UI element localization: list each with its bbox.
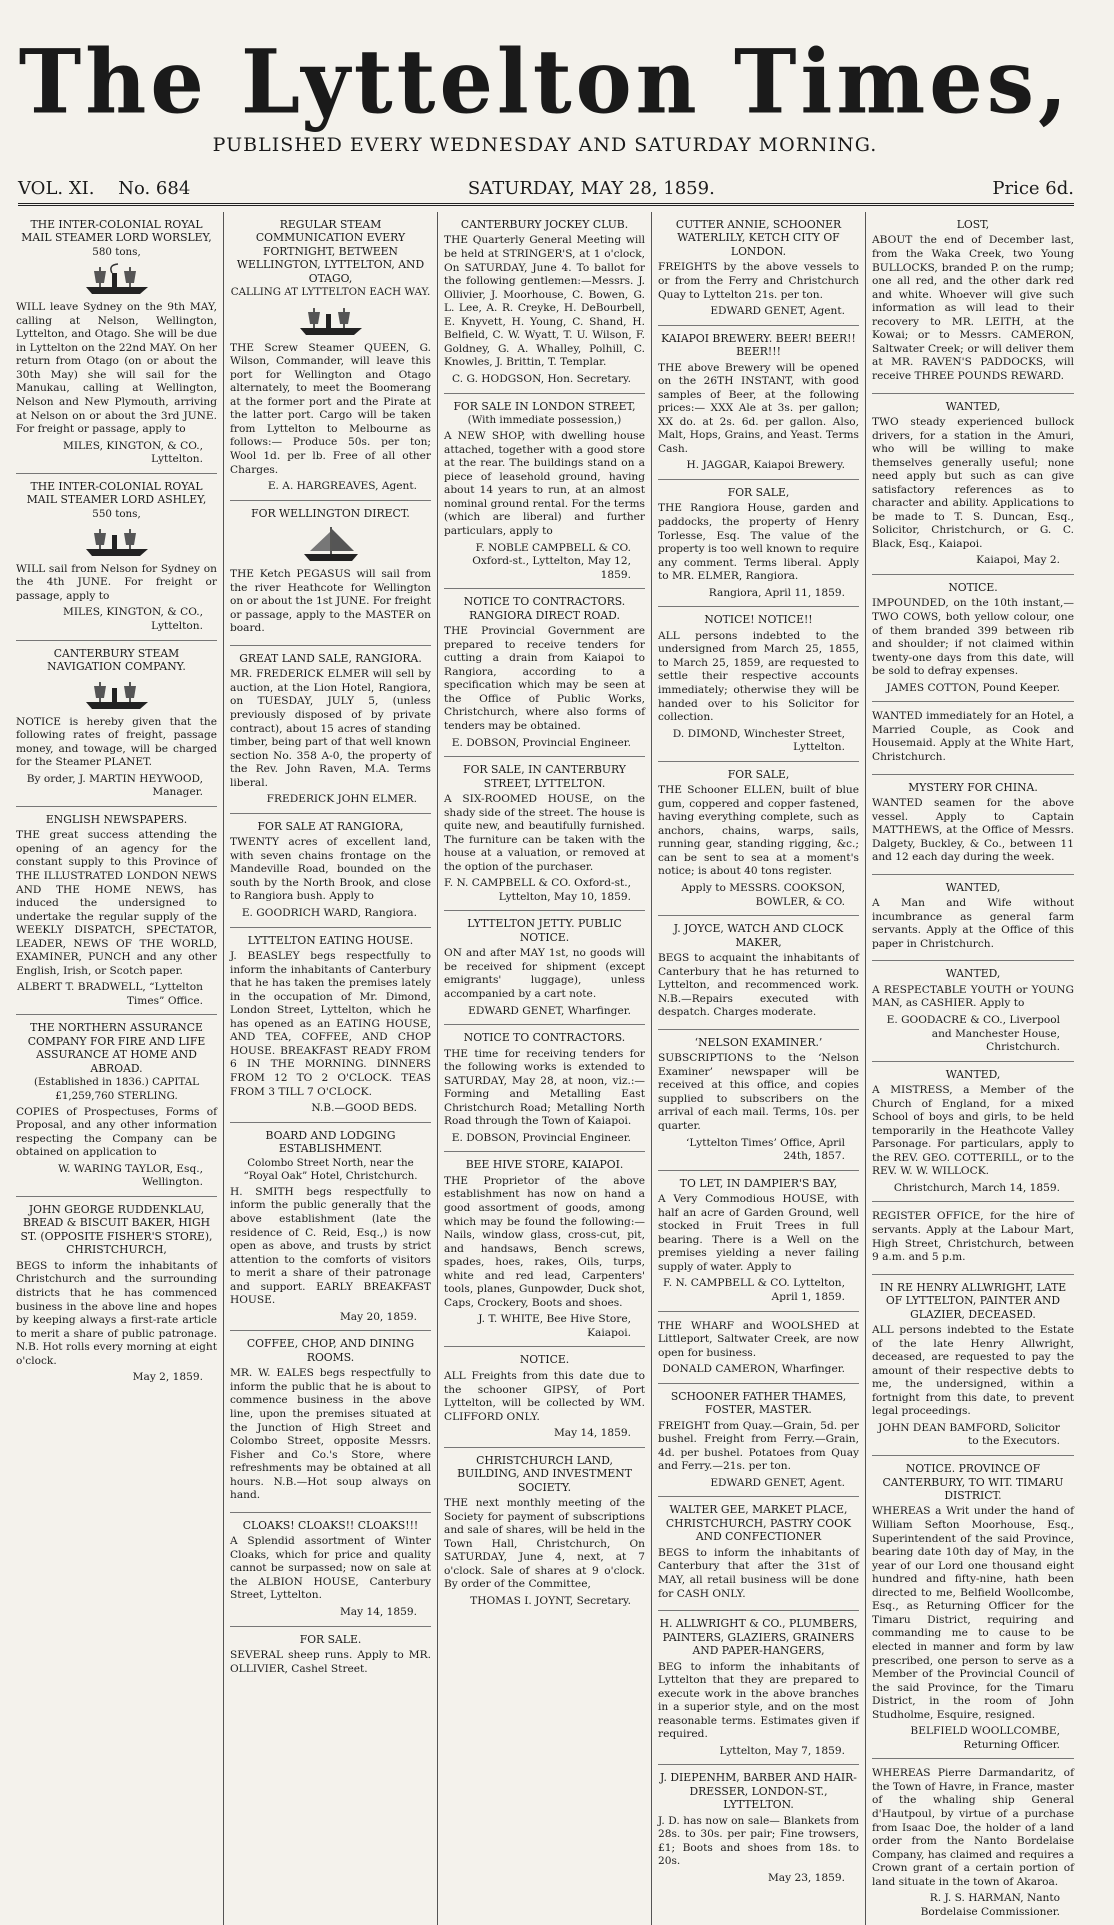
ad-body: THE WHARF and WOOLSHED at Littleport, Saltwater Creek, are now open for business. bbox=[658, 1319, 859, 1359]
ad-signature: JOHN DEAN BAMFORD, Solicitor to the Executors. bbox=[878, 1421, 1060, 1448]
ad-subheading: (Established in 1836.) CAPITAL £1,259,760 STERLING. bbox=[33, 1076, 199, 1102]
ad-heading: FOR SALE. bbox=[299, 1632, 362, 1646]
advertisement bbox=[230, 1331, 431, 1512]
ad-signature: R. J. S. HARMAN, Nanto Bordelaise Commissioner. bbox=[920, 1892, 1060, 1918]
column-3 bbox=[438, 212, 652, 1925]
ad-signature: May 2, 1859. bbox=[132, 1371, 203, 1384]
ad-heading: CLOAKS! CLOAKS!! CLOAKS!!! bbox=[242, 1518, 419, 1532]
ad-heading: LYTTELTON JETTY. PUBLIC NOTICE. bbox=[467, 917, 622, 944]
ad-heading: CUTTER ANNIE, SCHOONER WATERLILY, KETCH CITY OF LONDON. bbox=[675, 218, 842, 258]
ad-body: SEVERAL sheep runs. Apply to MR. OLLIVIER, Cashel Street. bbox=[230, 1649, 431, 1675]
ad-heading: BEE HIVE STORE, KAIAPOI. bbox=[465, 1158, 624, 1172]
ad-heading: COFFEE, CHOP, AND DINING ROOMS. bbox=[246, 1337, 415, 1364]
advertisement bbox=[658, 607, 859, 761]
ad-heading: REGULAR STEAM COMMUNICATION EVERY FORTNIGHT, BETWEEN WELLINGTON, LYTTELTON, AND OTAGO, bbox=[236, 218, 425, 285]
advertisement bbox=[230, 1513, 431, 1627]
advertisement bbox=[658, 480, 859, 607]
advertisement bbox=[872, 702, 1074, 774]
ad-heading: WALTER GEE, MARKET PLACE, CHRISTCHURCH, PASTRY COOK AND CONFECTIONER bbox=[665, 1503, 852, 1544]
ad-signature: F. N. CAMPBELL & CO. Lyttelton, April 1, 1859. bbox=[663, 1277, 845, 1303]
ad-heading: CANTERBURY STEAM NAVIGATION COMPANY. bbox=[47, 646, 186, 674]
ad-heading: BOARD AND LODGING ESTABLISHMENT. bbox=[265, 1128, 396, 1156]
ad-body: A Man and Wife without incumbrance as general farm servants. Apply at the Office of this paper in Christchurch. bbox=[872, 897, 1074, 950]
advertisement bbox=[658, 1171, 859, 1312]
ad-signature: EDWARD GENET, Agent. bbox=[710, 1476, 845, 1489]
advertisement bbox=[872, 875, 1074, 962]
ad-signature: E. GOODACRE & CO., Liverpool and Manchester House, Christchurch. bbox=[886, 1013, 1060, 1054]
ad-signature: EDWARD GENET, Wharfinger. bbox=[468, 1004, 631, 1017]
sailing-ship-icon bbox=[296, 524, 366, 564]
ad-signature: D. DIMOND, Winchester Street, Lyttelton. bbox=[672, 727, 845, 754]
ad-signature: ‘Lyttelton Times’ Office, April 24th, 1857. bbox=[686, 1136, 845, 1163]
ad-signature: May 23, 1859. bbox=[767, 1871, 845, 1884]
masthead-subtitle: PUBLISHED EVERY WEDNESDAY AND SATURDAY MORNING. bbox=[212, 134, 878, 156]
ad-heading: WANTED, bbox=[945, 880, 1001, 894]
ad-heading: FOR SALE, bbox=[727, 767, 790, 781]
ad-heading: LYTTELTON EATING HOUSE. bbox=[247, 933, 414, 947]
ad-body: MR. FREDERICK ELMER will sell by auction, at the Lion Hotel, Rangiora, on TUESDAY, JULY 5, (unless previously disposed of by private contract), about 15 acres of standing timber, being part of that well known section No. 358 A-0, the property of the Rev. John Raven, M.A. Terms liberal. bbox=[230, 668, 431, 789]
ad-body: A Very Commodious HOUSE, with half an acre of Garden Ground, well stocked in Fruit Trees in full bearing. There is a Well on the premises yielding a never failing supply of water. Apply to bbox=[658, 1193, 859, 1273]
ad-heading: CANTERBURY JOCKEY CLUB. bbox=[460, 218, 629, 231]
ad-signature: E. GOODRICH WARD, Rangiora. bbox=[241, 907, 417, 919]
ad-heading: MYSTERY FOR CHINA. bbox=[908, 780, 1038, 794]
ad-signature: W. WARING TAYLOR, Esq., Wellington. bbox=[58, 1162, 203, 1189]
advertisement bbox=[16, 1197, 217, 1391]
steamship-icon bbox=[82, 678, 152, 712]
ad-body: WHEREAS a Writ under the hand of William Sefton Moorhouse, Esq., Superintendent of the said Province, bearing date 10th day of May, in the year of our Lord one thousand eight hundred and fifty-nine, hath been directed to me, Belfield Woollcombe, Esq., as Returning Officer for the Timaru District, requiring and commanding me to cause to be elected in manner and form by law prescribed, one person to serve as a Member of the Provincial Council of the said Province, for the Timaru District, in the room of John Studholme, Esquire, resigned. bbox=[872, 1505, 1074, 1721]
ad-body: A NEW SHOP, with dwelling house attached, together with a good store at the rear. The buildings stand on a piece of leasehold ground, having about 14 years to run, at an almost nominal ground rental. For the terms (which are liberal) and further particulars, apply to bbox=[444, 430, 645, 537]
ad-body: J. BEASLEY begs respectfully to inform the inhabitants of Canterbury that he has taken the premises lately in the occupation of Mr. Dimond, London Street, Lyttelton, which he has opened as an EATING HOUSE, AND TEA, COFFEE, AND CHOP HOUSE. BREAKFAST READY FROM 6 IN THE MORNING. DINNERS FROM 12 TO 2 O'CLOCK. TEAS FROM 3 TILL 7 O'CLOCK. bbox=[230, 950, 431, 1098]
ad-body: A Splendid assortment of Winter Cloaks, which for price and quality cannot be surpassed; now on sale at the ALBION HOUSE, Canterbury Street, Lyttelton. bbox=[230, 1535, 431, 1602]
ad-subheading: (With immediate possession,) bbox=[467, 413, 622, 426]
ad-heading: KAIAPOI BREWERY. BEER! BEER!! BEER!!! bbox=[661, 331, 856, 359]
issue-date: SATURDAY, MAY 28, 1859. bbox=[467, 178, 715, 199]
advertisement bbox=[230, 646, 431, 814]
steamship-icon bbox=[82, 525, 152, 559]
advertisement bbox=[444, 212, 645, 394]
masthead-title: The Lyttelton Times, bbox=[18, 29, 1072, 134]
steamship-icon bbox=[296, 304, 366, 338]
ad-heading: NOTICE. PROVINCE OF CANTERBURY, TO WIT. TIMARU DISTRICT. bbox=[882, 1462, 1064, 1502]
advertisement bbox=[230, 212, 431, 501]
ad-signature: MILES, KINGTON, & CO., Lyttelton. bbox=[62, 439, 203, 466]
columns bbox=[10, 212, 1080, 1918]
issue-number: No. 684 bbox=[118, 178, 191, 199]
advertisement bbox=[16, 1015, 217, 1197]
ad-body: WILL leave Sydney on the 9th MAY, calling at Nelson, Wellington, Lyttelton, and Otago. She will be due in Lyttelton on the 22nd MAY. On her return from Otago (on or about the 30th May) she will sail for the Manukau, calling at Wellington, Nelson and New Plymouth, arriving at Nelson on or about the 3rd JUNE. For freight or passage, apply to bbox=[16, 301, 217, 436]
ad-body: WHEREAS Pierre Darmandaritz, of the Town of Havre, in France, master of the whaling ship General d'Hautpoul, by virtue of a purchase from Isaac Doe, the holder of a land order from the Nanto Bordelaise Company, has claimed and requires a Crown grant of a certain portion of land situate in the town of Akaroa. bbox=[872, 1767, 1074, 1888]
advertisement bbox=[872, 775, 1074, 875]
ad-body: NOTICE is hereby given that the following rates of freight, passage money, and towage, will be charged for the Steamer PLANET. bbox=[16, 715, 217, 769]
ad-heading: THE INTER-COLONIAL ROYAL MAIL STEAMER LORD ASHLEY, bbox=[26, 479, 207, 507]
dateline bbox=[18, 178, 1074, 206]
ad-body: BEG to inform the inhabitants of Lyttelton that they are prepared to execute work in the above branches in a superior style, and on the most reasonable terms. Estimates given if required. bbox=[658, 1660, 859, 1741]
ad-heading: H. ALLWRIGHT & CO., PLUMBERS, PAINTERS, GLAZIERS, GRAINERS AND PAPER-HANGERS, bbox=[659, 1617, 858, 1658]
advertisement bbox=[444, 394, 645, 590]
ad-body: FREIGHTS by the above vessels to or from the Ferry and Christchurch Quay to Lyttelton 21s. per ton. bbox=[658, 261, 859, 301]
ad-body: TWENTY acres of excellent land, with seven chains frontage on the Mandeville Road, bounded on the south by the North Brook, and close to Rangiora bush. Apply to bbox=[230, 836, 431, 903]
advertisement bbox=[658, 1765, 859, 1891]
ad-heading: J. JOYCE, WATCH AND CLOCK MAKER, bbox=[673, 922, 844, 949]
ad-signature: E. A. HARGREAVES, Agent. bbox=[267, 480, 417, 493]
ad-heading: J. DIEPENHM, BARBER AND HAIR-DRESSER, LONDON-ST., LYTTELTON. bbox=[660, 1771, 857, 1812]
ad-signature: FREDERICK JOHN ELMER. bbox=[266, 793, 417, 806]
advertisement bbox=[658, 1312, 859, 1384]
ad-heading: CHRISTCHURCH LAND, BUILDING, AND INVESTMENT SOCIETY. bbox=[457, 1453, 632, 1494]
ad-signature: Lyttelton, May 7, 1859. bbox=[719, 1744, 845, 1757]
ad-body: ALL persons indebted to the Estate of the late Henry Allwright, deceased, are requested to pay the amount of their respective debts to me, the undersigned, within a fortnight from this date, to prevent legal proceedings. bbox=[872, 1324, 1074, 1418]
ad-heading: NOTICE! NOTICE!! bbox=[704, 613, 813, 627]
ad-signature: N.B.—GOOD BEDS. bbox=[311, 1102, 417, 1115]
ad-body: ABOUT the end of December last, from the Waka Creek, two Young BULLOCKS, branded P. on the rump; one all red, and the other dark red and white. Whoever will give such information as will lead to their recovery to MR. LEITH, at the Kowai; or to Messrs. CAMERON, Saltwater Creek; or will deliver them at MR. RAVEN'S PADDOCKS, will receive THREE POUNDS REWARD. bbox=[872, 234, 1074, 382]
advertisement bbox=[230, 501, 431, 646]
ad-signature: JAMES COTTON, Pound Keeper. bbox=[886, 681, 1060, 694]
ad-signature: E. DOBSON, Provincial Engineer. bbox=[451, 1131, 631, 1144]
ad-subheading: Colombo Street North, near the “Royal Oak” Hotel, Christchurch. bbox=[243, 1156, 418, 1182]
ad-body: THE Schooner ELLEN, built of blue gum, coppered and copper fastened, having everything complete, such as anchors, chains, warps, sails, running gear, standing rigging, &c.; can be sent to sea at a moment's notice; is about 40 tons register. bbox=[658, 784, 859, 878]
column-5 bbox=[866, 212, 1080, 1925]
ad-body: COPIES of Prospectuses, Forms of Proposal, and any other information respecting the Company can be obtained on application to bbox=[16, 1105, 217, 1159]
advertisement bbox=[444, 1152, 645, 1347]
advertisement bbox=[16, 807, 217, 1016]
ad-body: THE Ketch PEGASUS will sail from the river Heathcote for Wellington on or about the 1st JUNE. For freight or passage, apply to the MASTER on board. bbox=[230, 568, 431, 635]
ad-body: WILL sail from Nelson for Sydney on the 4th JUNE. For freight or passage, apply to bbox=[16, 562, 217, 602]
ad-body: THE Rangiora House, garden and paddocks, the property of Henry Torlesse, Esq. The value of the property is too well known to require any comment. Terms liberal. Apply to MR. ELMER, Rangiora. bbox=[658, 502, 859, 583]
ad-heading: FOR SALE IN LONDON STREET, bbox=[453, 399, 636, 413]
advertisement bbox=[16, 641, 217, 807]
ad-body: FREIGHT from Quay.—Grain, 5d. per bushel. Freight from Ferry.—Grain, 4d. per bushel. Potatoes from Quay and Ferry.—21s. per ton. bbox=[658, 1419, 859, 1473]
ad-body: TWO steady experienced bullock drivers, for a station in the Amuri, who will be willing to make themselves generally useful; none need apply but such as can give satisfactory references as to character and ability. Applications to be made to T. S. Duncan, Esq., Solicitor, Christchurch, or G. C. Black, Esq., Kaiapoi. bbox=[872, 415, 1074, 550]
ad-body: THE time for receiving tenders for the following works is extended to SATURDAY, May 28, at noon, viz.:— Forming and Metalling East Christchurch Road; Metalling North Road through the Town of Kaiapoi. bbox=[444, 1047, 645, 1128]
advertisement bbox=[658, 1384, 859, 1498]
column-1 bbox=[10, 212, 224, 1925]
advertisement bbox=[230, 928, 431, 1123]
ad-signature: By order, J. MARTIN HEYWOOD, Manager. bbox=[26, 772, 203, 799]
advertisement bbox=[658, 1030, 859, 1171]
advertisement bbox=[444, 1448, 645, 1615]
ad-heading: TO LET, IN DAMPIER'S BAY, bbox=[679, 1176, 838, 1190]
ad-signature: C. G. HODGSON, Hon. Secretary. bbox=[452, 372, 631, 385]
ad-body: THE Proprietor of the above establishment has now on hand a good assortment of goods, among which may be found the following:— Nails, window glass, cross-cut, pit, and handsaws, Bench screws, spades, hoes, rakes, Oils, turps, white and red lead, Carpenters' tools, planes, Gunpowder, Duck shot, Caps, Crockery, Boots and shoes. bbox=[444, 1174, 645, 1309]
advertisement bbox=[658, 326, 859, 480]
advertisement bbox=[872, 1275, 1074, 1456]
ad-heading: GREAT LAND SALE, RANGIORA. bbox=[239, 651, 422, 665]
advertisement bbox=[658, 916, 859, 1030]
advertisement bbox=[872, 1456, 1074, 1759]
ad-signature: May 20, 1859. bbox=[339, 1310, 417, 1323]
advertisement bbox=[872, 394, 1074, 576]
ad-body: J. D. has now on sale— Blankets from 28s. to 30s. per pair; Fine trowsers, £1; Boots and shoes from 18s. to 20s. bbox=[658, 1814, 859, 1868]
advertisement bbox=[658, 762, 859, 916]
column-4 bbox=[652, 212, 866, 1925]
ad-heading: FOR SALE AT RANGIORA, bbox=[257, 819, 404, 833]
advertisement bbox=[658, 1497, 859, 1611]
advertisement bbox=[872, 1062, 1074, 1203]
advertisement bbox=[444, 1347, 645, 1447]
price: Price 6d. bbox=[992, 178, 1074, 199]
ad-heading: ENGLISH NEWSPAPERS. bbox=[45, 812, 188, 826]
ad-body: ON and after MAY 1st, no goods will be received for shipment (except emigrants' luggage), unless accompanied by a cart note. bbox=[444, 947, 645, 1001]
ad-body: THE Quarterly General Meeting will be held at STRINGER'S, at 1 o'clock, On SATURDAY, June 4. To ballot for the following gentlemen:—Messrs. J. Ollivier, J. Moorhouse, C. Bowen, G. L. Lee, A. R. Creyke, H. DeBourbell, E. Knyvett, H. Young, C. Shand, H. Belfield, C. W. Wyatt, T. U. Wilson, F. Goldney, G. A. Whalley, Polhill, C. Knowles, J. Brittin, T. Templar. bbox=[444, 234, 645, 369]
ad-signature: THOMAS I. JOYNT, Secretary. bbox=[470, 1594, 631, 1607]
ad-body: THE Screw Steamer QUEEN, G. Wilson, Commander, will leave this port for Wellington and Otago alternately, to meet the Boomerang at the former port and the Pirate at the latter port. Cargo will be taken from Lyttelton to Melbourne as follows:— Produce 50s. per ton; Wool 1d. per lb. Free of all other Charges. bbox=[230, 341, 431, 476]
ad-heading: FOR WELLINGTON DIRECT. bbox=[251, 506, 410, 520]
ad-signature: J. T. WHITE, Bee Hive Store, Kaiapoi. bbox=[478, 1313, 631, 1339]
ad-signature: May 14, 1859. bbox=[339, 1606, 417, 1619]
advertisement bbox=[444, 1025, 645, 1152]
ad-signature: DONALD CAMERON, Wharfinger. bbox=[662, 1363, 845, 1376]
ad-heading: NOTICE TO CONTRACTORS. bbox=[463, 1031, 626, 1045]
ad-heading: WANTED, bbox=[945, 1067, 1001, 1081]
ad-signature: E. DOBSON, Provincial Engineer. bbox=[451, 736, 631, 749]
ad-heading: THE INTER-COLONIAL ROYAL MAIL STEAMER LORD WORSLEY, bbox=[21, 218, 212, 245]
ad-heading: LOST, bbox=[956, 218, 990, 231]
ad-heading: NOTICE TO CONTRACTORS. RANGIORA DIRECT ROAD. bbox=[463, 595, 626, 622]
ad-signature: F. N. CAMPBELL & CO. Oxford-st., Lyttelton, May 10, 1859. bbox=[444, 877, 631, 903]
advertisement bbox=[658, 1611, 859, 1765]
ad-body: WANTED seamen for the above vessel. Apply to Captain MATTHEWS, at the Office of Messrs. Dalgety, Buckley, & Co., between 11 and 12 each day during the week. bbox=[872, 796, 1074, 864]
ad-heading: NOTICE. bbox=[948, 581, 998, 594]
ad-body: H. SMITH begs respectfully to inform the public generally that the above establishment (late the residence of C. Reid, Esq.,) is now open as above, and trusts by strict attention to the comforts of visitors to merit a share of their patronage and support. EARLY BREAKFAST HOUSE. bbox=[230, 1185, 431, 1307]
ad-subheading: 550 tons, bbox=[92, 507, 141, 520]
ad-heading: SCHOONER FATHER THAMES, FOSTER, MASTER. bbox=[670, 1389, 847, 1417]
ad-subheading: CALLING AT LYTTELTON EACH WAY. bbox=[230, 286, 431, 299]
advertisement bbox=[444, 911, 645, 1025]
ad-body: A SIX-ROOMED HOUSE, on the shady side of the street. The house is quite new, and beautifully furnished. The furniture can be taken with the house at a valuation, or removed at the option of the purchaser. bbox=[444, 793, 645, 873]
ad-body: IMPOUNDED, on the 10th instant,— TWO COWS, both yellow colour, one of them branded 399 between rib and shoulder; if not claimed within twenty-one days from this date, will be sold to defray expenses. bbox=[872, 597, 1074, 678]
ad-heading: WANTED, bbox=[945, 967, 1001, 981]
ad-heading: WANTED, bbox=[945, 399, 1001, 413]
ad-body: ALL Freights from this date due to the schooner GIPSY, of Port Lyttelton, will be collected by WM. CLIFFORD ONLY. bbox=[444, 1369, 645, 1423]
ad-signature: EDWARD GENET, Agent. bbox=[710, 305, 845, 318]
advertisement bbox=[658, 212, 859, 326]
ad-body: THE great success attending the opening of an agency for the constant supply to this Province of THE ILLUSTRATED LONDON NEWS AND THE HOME NEWS, has induced the undersigned to undertake the regular supply of the WEEKLY DISPATCH, SPECTATOR, LEADER, NEWS OF THE WORLD, EXAMINER, PUNCH and any other English, Irish, or Scotch paper. bbox=[16, 829, 217, 977]
advertisement bbox=[872, 1759, 1074, 1925]
ad-body: MR. W. EALES begs respectfully to inform the public that he is about to commence business in the above line, upon the premises situated at the Junction of High Street and Colombo Street, opposite Messrs. Fisher and Co.'s Store, where refreshments may be obtained at all hours. N.B.—Hot soup always on hand. bbox=[230, 1367, 431, 1502]
ad-body: SUBSCRIPTIONS to the ‘Nelson Examiner’ newspaper will be received at this office, and copies supplied to subscribers on the arrival of each mail. Terms, 10s. per quarter. bbox=[658, 1052, 859, 1133]
ad-heading: THE NORTHERN ASSURANCE COMPANY FOR FIRE AND LIFE ASSURANCE AT HOME AND ABROAD. bbox=[27, 1021, 206, 1075]
advertisement bbox=[16, 474, 217, 641]
advertisement bbox=[872, 212, 1074, 394]
ad-body: ALL persons indebted to the undersigned from March 25, 1855, to March 25, 1859, are requested to settle their respective accounts immediately; otherwise they will be handed over to his Solicitor for collection. bbox=[658, 629, 859, 724]
ad-body: THE Provincial Government are prepared to receive tenders for cutting a drain from Kaiapoi to Rangiora, according to a specification which may be seen at the Office of Public Works, Christchurch, where also forms of tenders may be obtained. bbox=[444, 625, 645, 732]
advertisement bbox=[444, 757, 645, 911]
advertisement bbox=[230, 814, 431, 928]
ad-body: A MISTRESS, a Member of the Church of England, for a mixed School of boys and girls, to be held temporarily in the Heathcote Valley Parsonage. For particulars, apply to the REV. GEO. COTTERILL, or to the REV. W. W. WILLOCK. bbox=[872, 1084, 1074, 1178]
ad-body: WANTED immediately for an Hotel, a Married Couple, as Cook and Housemaid. Apply at the White Hart, Christchurch. bbox=[872, 710, 1074, 763]
ad-heading: FOR SALE, bbox=[727, 485, 790, 499]
ad-body: THE next monthly meeting of the Society for payment of subscriptions and sale of shares, will be held in the Town Hall, Christchurch, On SATURDAY, June 4, next, at 7 o'clock. Sale of shares at 9 o'clock. By order of the Committee, bbox=[444, 1497, 645, 1591]
ad-signature: ALBERT T. BRADWELL, “Lyttelton Times” Office. bbox=[17, 981, 203, 1007]
ad-body: THE above Brewery will be opened on the 26TH INSTANT, with good samples of Beer, at the following prices:— XXX Ale at 3s. per gallon; XX do. at 2s. 6d. per gallon. Also, Malt, Hops, Grains, and Yeast. Terms Cash. bbox=[658, 361, 859, 455]
advertisement bbox=[16, 212, 217, 474]
ad-body: BEGS to inform the inhabitants of Canterbury that after the 31st of MAY, all retail business will be done for CASH ONLY. bbox=[658, 1546, 859, 1600]
ad-signature: Christchurch, March 14, 1859. bbox=[893, 1181, 1060, 1194]
ad-signature: Kaiapoi, May 2. bbox=[976, 554, 1060, 567]
ad-signature: May 14, 1859. bbox=[553, 1427, 631, 1440]
steamship-icon bbox=[82, 263, 152, 297]
ad-body: A RESPECTABLE YOUTH or YOUNG MAN, as CASHIER. Apply to bbox=[872, 983, 1074, 1010]
advertisement bbox=[872, 1202, 1074, 1274]
ad-signature: BELFIELD WOOLLCOMBE, Returning Officer. bbox=[910, 1725, 1060, 1751]
ad-body: BEGS to acquaint the inhabitants of Canterbury that he has returned to Lyttelton, and recommenced work. N.B.—Repairs executed with despatch. Charges moderate. bbox=[658, 952, 859, 1019]
advertisement bbox=[872, 961, 1074, 1061]
ad-signature: F. NOBLE CAMPBELL & CO. Oxford-st., Lyttelton, May 12, 1859. bbox=[472, 541, 631, 581]
ad-subheading: 580 tons, bbox=[92, 245, 141, 258]
ad-heading: IN RE HENRY ALLWRIGHT, LATE OF LYTTELTON, PAINTER AND GLAZIER, DECEASED. bbox=[879, 1280, 1067, 1321]
ad-heading: FOR SALE, IN CANTERBURY STREET, LYTTELTON. bbox=[463, 763, 626, 790]
volume: VOL. XI. bbox=[18, 178, 95, 199]
advertisement bbox=[872, 575, 1074, 702]
ad-heading: NOTICE. bbox=[519, 1353, 570, 1367]
ad-heading: JOHN GEORGE RUDDENKLAU, BREAD & BISCUIT BAKER, HIGH ST. (OPPOSITE FISHER'S STORE), CHRISTCHURCH, bbox=[20, 1202, 213, 1257]
column-2 bbox=[224, 212, 438, 1925]
ad-signature: H. JAGGAR, Kaiapoi Brewery. bbox=[686, 459, 845, 472]
ad-heading: ‘NELSON EXAMINER.’ bbox=[694, 1035, 823, 1049]
ad-signature: MILES, KINGTON, & CO., Lyttelton. bbox=[62, 606, 203, 633]
advertisement bbox=[444, 589, 645, 757]
ad-signature: Rangiora, April 11, 1859. bbox=[708, 586, 845, 599]
ad-body: REGISTER OFFICE, for the hire of servants. Apply at the Labour Mart, High Street, Christchurch, between 9 a.m. and 5 p.m. bbox=[872, 1210, 1074, 1264]
advertisement bbox=[230, 1627, 431, 1686]
ad-body: BEGS to inform the inhabitants of Christchurch and the surrounding districts that he has commenced business in the above line and hopes by keeping always a first-rate article to merit a share of public patronage. N.B. Hot rolls every morning at eight o'clock. bbox=[16, 1259, 217, 1367]
advertisement bbox=[230, 1123, 431, 1332]
ad-signature: Apply to MESSRS. COOKSON, BOWLER, & CO. bbox=[681, 882, 845, 908]
